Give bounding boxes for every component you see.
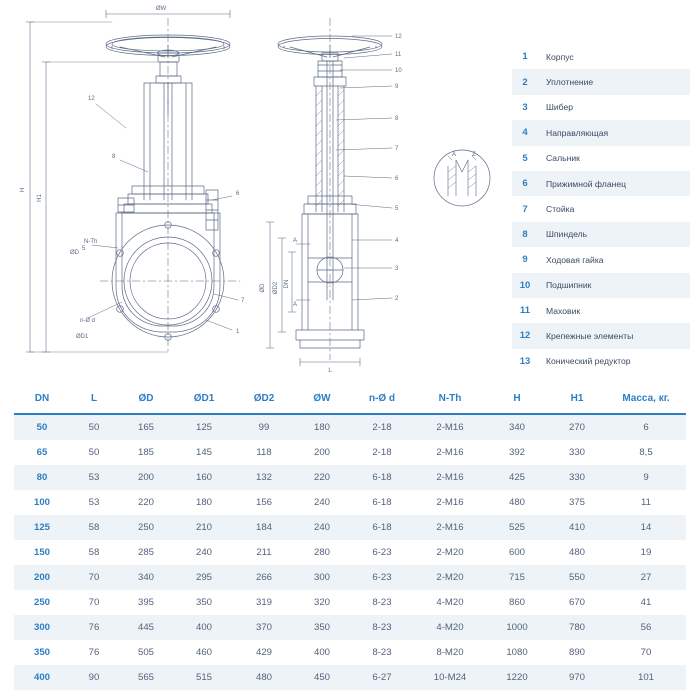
cell-h1: 330 [568,447,585,458]
table-row [14,665,686,690]
cell-od: 445 [118,615,174,640]
cell-l: 53 [70,465,118,490]
legend-item [512,146,690,171]
cell-mass: 41 [640,597,652,608]
legend-item-label: Конический редуктор [546,356,631,367]
cell-nd: 8-23 [372,597,392,608]
legend-item-number: 2 [522,76,528,88]
col-header-nth: N-Th [414,384,486,414]
technical-drawing [0,0,510,382]
cell-nth: 2-M16 [436,497,464,508]
cell-od: 250 [118,515,174,540]
svg-text:ØD: ØD [260,283,266,293]
legend-item-label: Уплотнение [546,77,594,88]
cell-od1: 210 [174,515,234,540]
col-header-ow: ØW [294,384,350,414]
cell-h1: 375 [568,497,585,508]
svg-text:8: 8 [395,116,399,122]
cell-l: 76 [70,615,118,640]
cell-h1: 890 [568,647,585,658]
table-header-row [14,384,686,414]
cell-l: 76 [88,647,100,658]
cell-nd: 8-23 [372,647,392,658]
cell-nd: 2-18 [372,447,392,458]
cell-dn: 250 [33,597,50,608]
svg-text:n-Ø d: n-Ø d [80,318,96,324]
svg-text:6: 6 [395,176,399,182]
cell-mass: 27 [606,565,686,590]
cell-od1: 145 [195,447,212,458]
cell-nth: 2-M16 [414,414,486,440]
svg-text:Z: Z [472,152,476,158]
svg-text:8: 8 [112,154,116,160]
cell-od: 565 [118,665,174,690]
cell-mass: 19 [640,547,652,558]
cell-od1: 350 [195,597,212,608]
svg-text:6: 6 [236,191,240,197]
svg-text:ØD: ØD [70,250,79,256]
cell-mass: 6 [606,414,686,440]
cell-nd: 6-27 [350,665,414,690]
col-header-dn: DN [14,384,70,414]
legend-item-label: Прижимной фланец [546,178,627,189]
cell-l: 50 [70,414,118,440]
cell-nth: 2-M16 [436,447,464,458]
cell-h1: 550 [548,565,606,590]
col-header-h: H [486,384,548,414]
svg-text:A: A [452,152,457,158]
legend-item-label: Подшипник [546,280,592,291]
table-row [14,490,686,515]
cell-h1: 410 [548,515,606,540]
cell-ow: 280 [313,547,330,558]
cell-h1: 330 [548,465,606,490]
col-header-l: L [70,384,118,414]
cell-h1: 970 [548,665,606,690]
cell-nth: 2-M20 [436,547,464,558]
cell-od1: 180 [195,497,212,508]
cell-nd: 2-18 [350,414,414,440]
svg-text:4: 4 [395,238,399,244]
legend-item-label: Сальник [546,153,580,164]
legend-item-number: 10 [519,279,531,291]
legend-item [512,120,690,145]
legend-item-number: 12 [519,330,531,342]
legend-item-label: Маховик [546,305,581,316]
col-header-h1: H1 [548,384,606,414]
cell-h: 340 [486,414,548,440]
cell-h: 715 [486,565,548,590]
legend-item [512,323,690,348]
specification-table-wrapper [14,384,686,690]
svg-text:N-Th: N-Th [84,239,98,245]
table-row [14,465,686,490]
cell-od2: 429 [255,647,272,658]
legend-item-number: 4 [522,127,528,139]
cell-nth: 8-M20 [436,647,464,658]
cell-od2: 319 [255,597,272,608]
cell-od: 395 [137,597,154,608]
cell-dn: 125 [14,515,70,540]
cell-l: 50 [88,447,100,458]
cell-od1: 515 [174,665,234,690]
svg-text:H: H [20,187,26,193]
svg-text:2: 2 [395,296,399,302]
cell-od2: 480 [234,665,294,690]
cell-od2: 118 [256,447,272,458]
legend-item-label: Шибер [546,102,574,113]
cell-ow: 200 [313,447,330,458]
cell-h1: 670 [568,597,585,608]
col-header-od2: ØD2 [234,384,294,414]
table-row [14,414,686,440]
cell-od2: 132 [234,465,294,490]
legend-item [512,247,690,272]
cell-dn: 200 [14,565,70,590]
legend-item-label: Ходовая гайка [546,254,604,265]
legend-item-number: 1 [522,51,528,63]
cell-od1: 240 [195,547,212,558]
col-header-mass: Масса, кг. [606,384,686,414]
cell-nd: 6-18 [372,497,392,508]
cell-dn: 350 [33,647,50,658]
cell-od: 165 [118,414,174,440]
specification-table [14,384,686,690]
cell-nd: 6-18 [350,515,414,540]
cell-nth: 10-M24 [414,665,486,690]
cell-od1: 460 [195,647,212,658]
cell-ow: 240 [313,497,330,508]
legend-item-number: 13 [519,355,531,367]
svg-text:3: 3 [395,266,399,272]
cell-nth: 4-M20 [414,615,486,640]
cell-dn: 150 [33,547,50,558]
legend-item-label: Направляющая [546,127,609,138]
cell-h1: 480 [568,547,585,558]
cell-od: 220 [137,497,154,508]
cell-od2: 266 [234,565,294,590]
cell-od1: 160 [174,465,234,490]
cell-od2: 370 [234,615,294,640]
svg-text:ØD1: ØD1 [76,334,89,340]
cell-h: 1000 [486,615,548,640]
cell-h: 1080 [506,647,528,658]
cell-h: 600 [508,547,525,558]
cell-nd: 6-18 [350,465,414,490]
legend-item [512,222,690,247]
cell-od2: 99 [234,414,294,440]
cell-h: 425 [486,465,548,490]
cell-od2: 184 [234,515,294,540]
svg-text:L: L [328,368,332,374]
cell-l: 58 [88,547,100,558]
cell-ow: 240 [294,515,350,540]
cell-l: 70 [70,565,118,590]
svg-text:1: 1 [236,329,240,335]
cell-nd: 6-23 [350,565,414,590]
legend-item-number: 5 [522,152,528,164]
table-row [14,540,686,565]
cell-nth: 2-M16 [414,515,486,540]
legend-item-label: Крепежные элементы [546,330,634,341]
cell-od: 505 [137,647,154,658]
table-row [14,515,686,540]
col-header-od: ØD [118,384,174,414]
table-row [14,615,686,640]
cell-h: 860 [508,597,525,608]
legend-item [512,95,690,120]
cell-l: 53 [88,497,100,508]
svg-text:ØD2: ØD2 [273,281,279,295]
cell-od: 200 [118,465,174,490]
cell-nd: 8-23 [350,615,414,640]
svg-text:5: 5 [395,206,399,212]
cell-ow: 180 [294,414,350,440]
legend-item-number: 7 [522,203,528,215]
legend-item-number: 8 [522,228,528,240]
svg-text:A: A [293,238,298,244]
cell-ow: 320 [313,597,330,608]
cell-od2: 156 [255,497,272,508]
cell-ow: 350 [294,615,350,640]
cell-h1: 780 [548,615,606,640]
cell-ow: 450 [294,665,350,690]
cell-ow: 400 [313,647,330,658]
legend-item-number: 9 [522,254,528,266]
cell-h: 1220 [486,665,548,690]
legend-list [512,44,690,374]
cell-od1: 400 [174,615,234,640]
cell-mass: 9 [606,465,686,490]
svg-text:11: 11 [395,52,402,58]
cell-nth: 2-M16 [414,465,486,490]
cell-nth: 4-M20 [436,597,464,608]
svg-text:10: 10 [395,68,402,74]
legend-item [512,171,690,196]
svg-text:A: A [293,302,298,308]
cell-l: 90 [70,665,118,690]
cell-ow: 220 [294,465,350,490]
cell-dn: 300 [14,615,70,640]
svg-text:H1: H1 [37,194,43,202]
legend-item [512,298,690,323]
table-row [14,590,686,615]
cell-dn: 50 [14,414,70,440]
legend-item [512,69,690,94]
cell-dn: 65 [36,447,48,458]
cell-od: 185 [137,447,154,458]
legend-item [512,349,690,374]
cell-mass: 8,5 [639,447,653,458]
svg-text:9: 9 [395,84,399,90]
cell-h: 392 [508,447,525,458]
cell-od1: 295 [174,565,234,590]
cell-mass: 70 [640,647,652,658]
legend-item-number: 11 [519,305,531,317]
legend-item-number: 6 [522,178,528,190]
legend-item-number: 3 [522,101,528,113]
col-header-nd: n-Ø d [350,384,414,414]
cell-dn: 80 [14,465,70,490]
cell-ow: 300 [294,565,350,590]
cell-nd: 6-23 [372,547,392,558]
svg-text:ØW: ØW [155,6,167,12]
svg-text:12: 12 [395,34,402,40]
cell-nth: 2-M20 [414,565,486,590]
cell-dn: 400 [14,665,70,690]
table-row [14,565,686,590]
cell-h: 525 [486,515,548,540]
cell-l: 70 [88,597,100,608]
legend-item-label: Шпиндель [546,229,588,240]
cell-mass: 14 [606,515,686,540]
cell-h: 480 [508,497,525,508]
legend-item [512,273,690,298]
cell-od2: 211 [256,547,272,558]
legend-item-label: Стойка [546,204,575,215]
svg-text:5: 5 [82,246,86,252]
cell-h1: 270 [548,414,606,440]
legend-item [512,196,690,221]
cell-od: 340 [118,565,174,590]
svg-text:7: 7 [241,298,245,304]
svg-text:DN: DN [284,279,290,289]
legend-item-label: Корпус [546,51,574,62]
svg-text:7: 7 [395,146,399,152]
cell-od: 285 [137,547,154,558]
svg-text:12: 12 [88,96,95,102]
cell-mass: 56 [606,615,686,640]
table-row [14,640,686,665]
cell-mass: 101 [606,665,686,690]
legend-item [512,44,690,69]
cell-od1: 125 [174,414,234,440]
cell-l: 58 [70,515,118,540]
cell-dn: 100 [33,497,50,508]
table-row [14,440,686,465]
col-header-od1: ØD1 [174,384,234,414]
cell-mass: 11 [641,497,651,508]
